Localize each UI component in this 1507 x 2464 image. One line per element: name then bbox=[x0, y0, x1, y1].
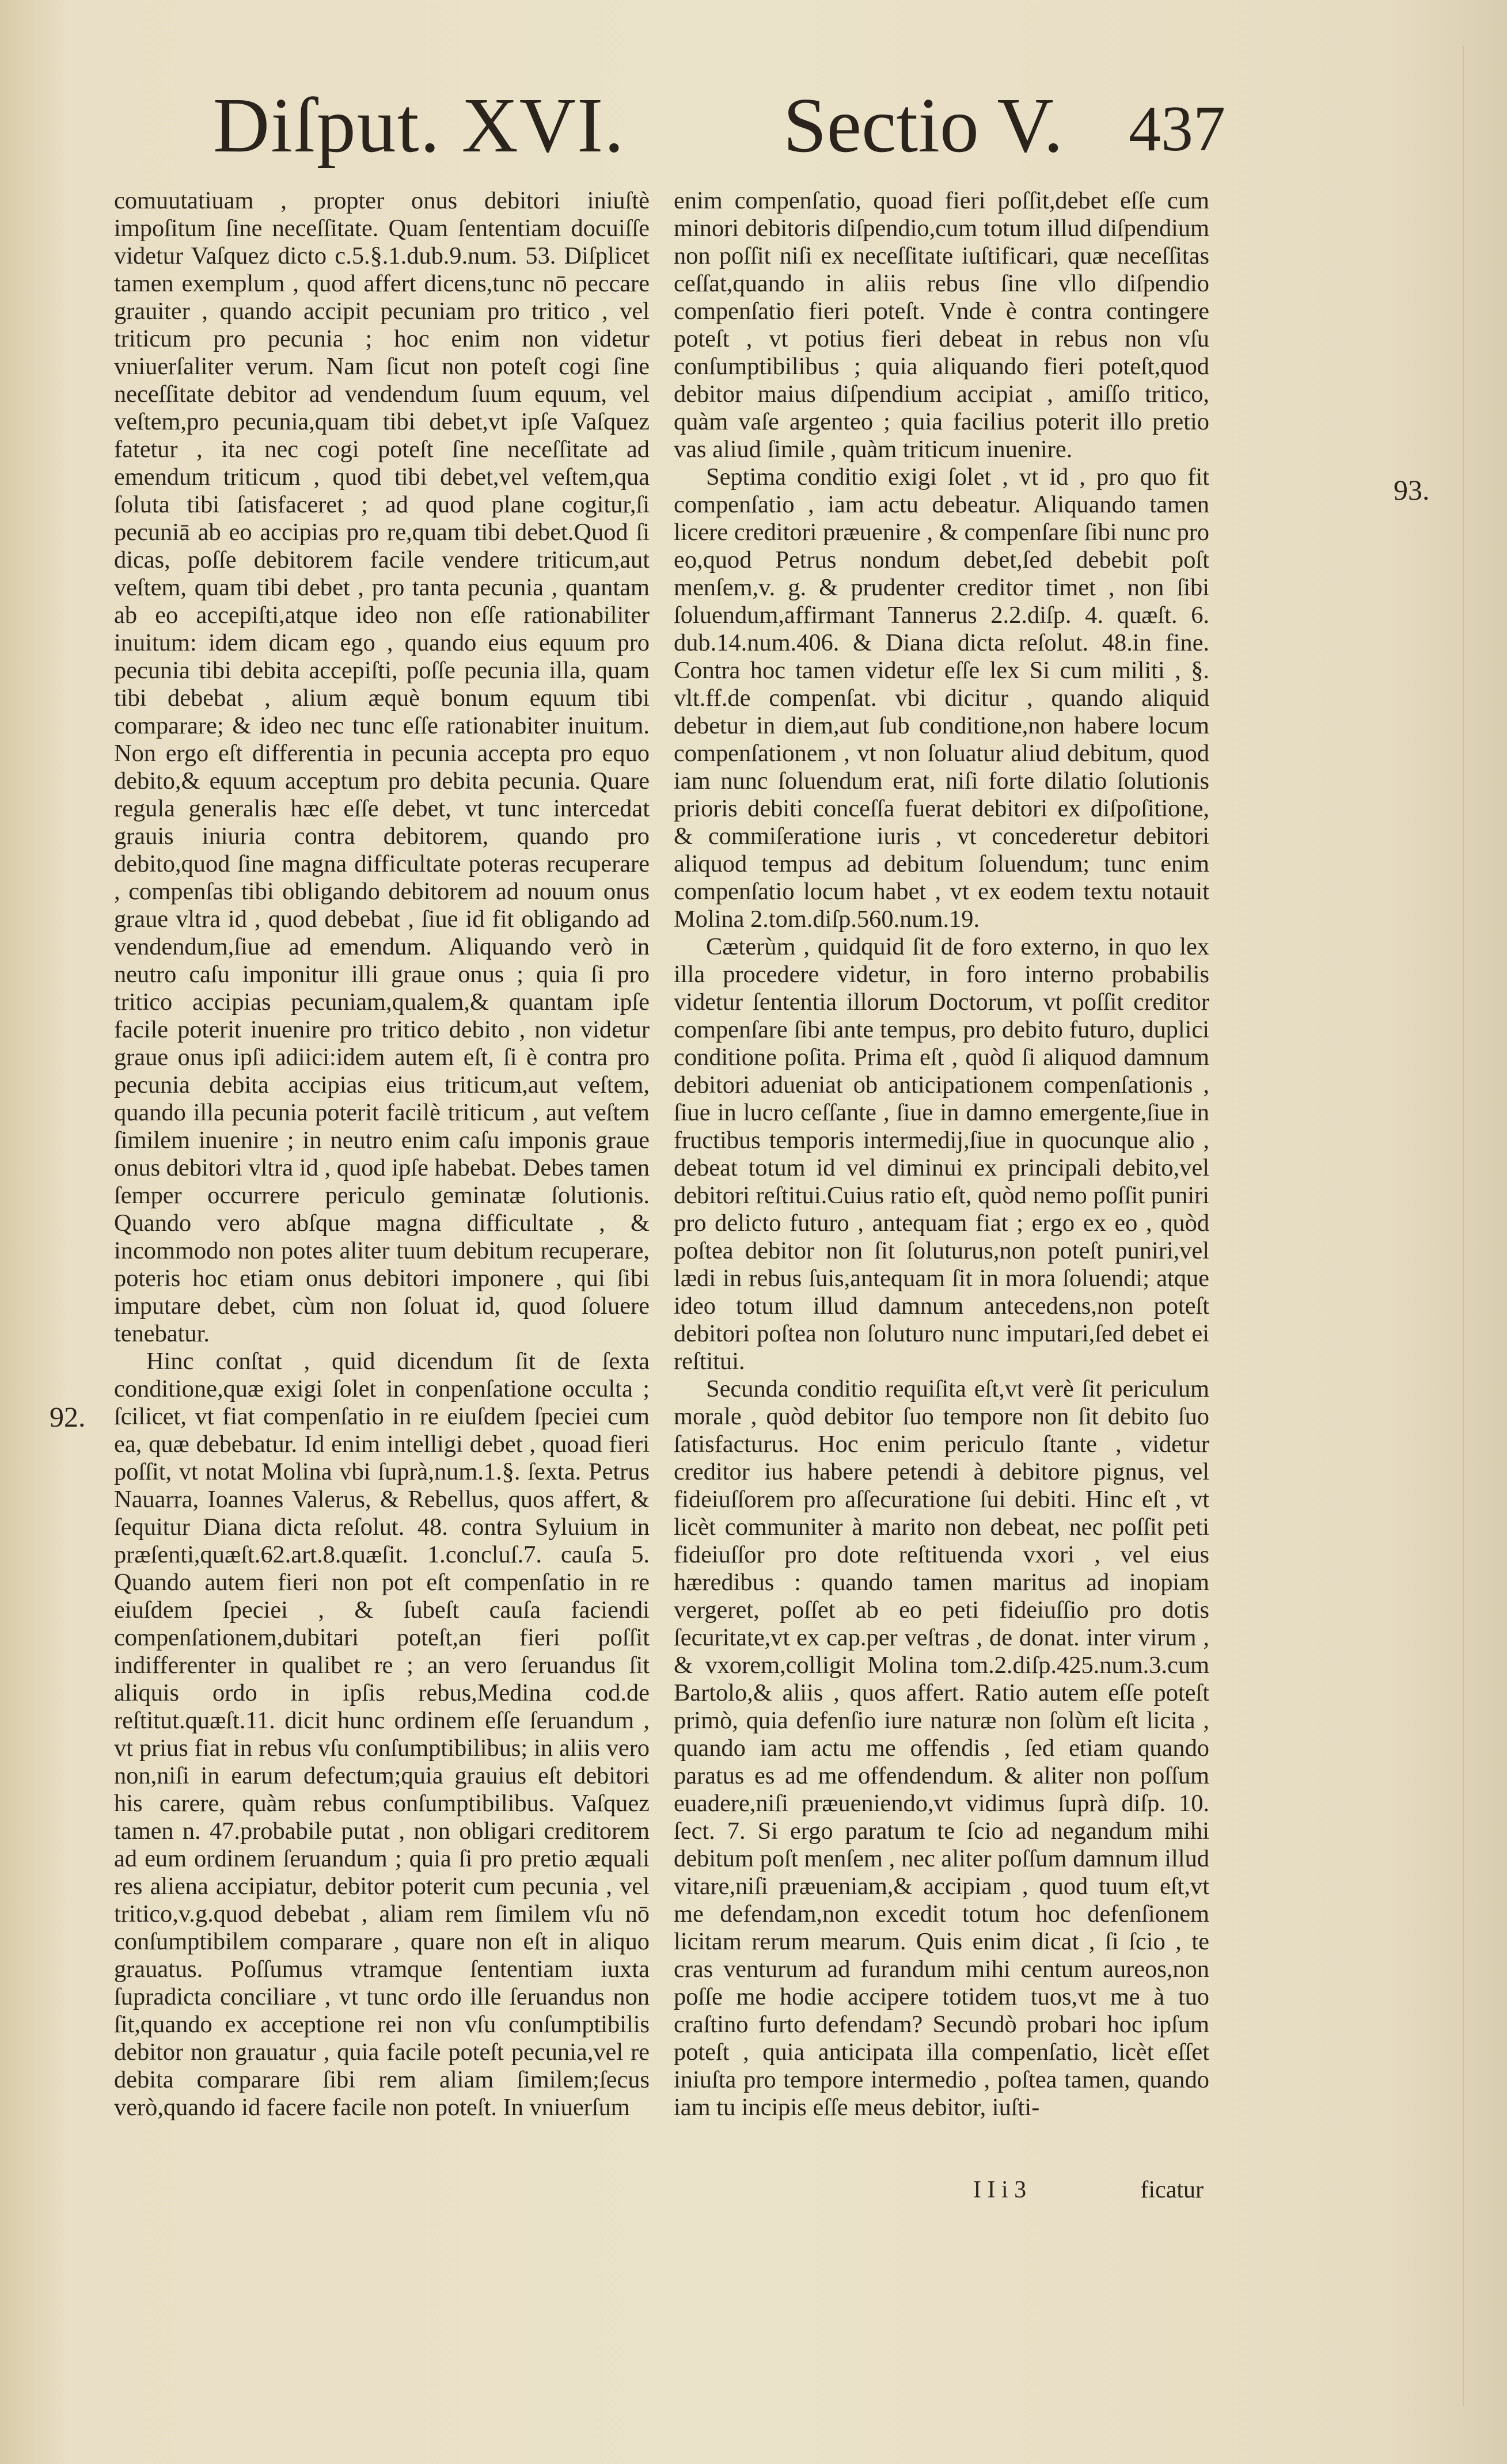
page-footer bbox=[674, 2176, 1209, 2211]
paragraph: enim compenſatio, quoad fieri poſſit,debet eſſe cum minori debitoris diſpendio,cum totum illud diſpendium non poſſit niſi ex neceſſitate iuſtificari, quæ neceſſitas ceſſat,quando in aliis rebus ſine vllo diſpendio compenſatio fieri poteſt. Vnde è contra contingere poteſt , vt potius fieri debeat in rebus non vſu conſumptibilibus ; quia aliquando fieri poteſt,quod debitor maius diſpendium accipiat , amiſſo tritico, quàm vaſe argenteo ; quia facilius poterit illo pretio vas aliud ſimile , quàm triticum inuenire. bbox=[674, 187, 1209, 463]
paragraph: Septima conditio exigi ſolet , vt id , pro quo fit compenſatio , iam actu debeatur. Aliquando tamen licere creditori præuenire , & compenſare ſibi nunc pro eo,quod Petrus nondum debet,ſed debebit poſt menſem,v. g. & prudenter creditor timet , non ſibi ſoluendum,affirmant Tannerus 2.2.diſp. 4. quæſt. 6. dub.14.num.406. & Diana dicta reſolut. 48.in fine. Contra hoc tamen videtur eſſe lex Si cum militi , §. vlt.ff.de compenſat. vbi dicitur , quando aliquid debetur in diem,aut ſub conditione,non habere locum compenſationem , vt non ſoluatur aliud debitum, quod iam nunc ſoluendum erat, niſi forte dilatio ſolutionis prioris debiti conceſſa fuerat debitori ex diſpoſitione, & commiſeratione iuris , vt concederetur debitori aliquod tempus ad debitum ſoluendum; tunc enim compenſatio locum habet , vt ex eodem textu notauit Molina 2.tom.diſp.560.num.19. bbox=[674, 463, 1209, 933]
left-column bbox=[114, 187, 650, 2121]
header-disputation: Diſput. XVI. bbox=[213, 82, 625, 169]
signature-mark: I I i 3 bbox=[973, 2177, 1027, 2203]
paragraph: Secunda conditio requiſita eſt,vt verè ſit periculum morale , quòd debitor ſuo tempore non ſit debito ſuo ſatisfacturus. Hoc enim periculo ſtante , videtur creditor ius habere petendi à debitore pignus, vel fideiuſſorem pro aſſecuratione ſui debiti. Hinc eſt , vt licèt communiter à marito non debeat, nec poſſit peti fideiuſſor pro dote reſtituenda vxori , vel eius hæredibus : quando tamen maritus ad inopiam vergeret, poſſet ab eo peti fideiuſſio pro dotis ſecuritate,vt ex cap.per veſtras , de donat. inter virum , & vxorem,colligit Molina tom.2.diſp.425.num.3.cum Bartolo,& aliis , quos affert. Ratio autem eſſe poteſt primò, quia defenſio iure naturæ non ſolùm eſt licita , quando iam actu me offendis , ſed etiam quando paratus es ad me offendendum. & aliter non poſſum euadere,niſi præueniendo,vt vidimus ſuprà diſp. 10. ſect. 7. Si ergo paratum te ſcio ad negandum mihi debitum poſt menſem , nec aliter poſſum damnum illud vitare,niſi præueniam,& accipiam , quod tuum eſt,vt me defendam,non excedit totum hoc defenſionem licitam rerum mearum. Quis enim dicat , ſi ſcio , te cras venturum ad furandum mihi centum aureos,non poſſe me hodie accipere totidem tuos,vt me à tuo craſtino furto defendam? Secundò probari hoc ipſum poteſt , quia anticipata illa compenſatio, licèt eſſet iniuſta pro tempore intermedio , poſtea tamen, quando iam tu incipis eſſe meus debitor, iuſti- bbox=[674, 1375, 1209, 2121]
running-header bbox=[202, 81, 1238, 190]
catchword: ficatur bbox=[1140, 2177, 1204, 2203]
page-number: 437 bbox=[1129, 93, 1225, 165]
margin-number-93: 93. bbox=[1394, 474, 1430, 506]
paragraph: Cæterùm , quidquid ſit de foro externo, in quo lex illa procedere videtur, in foro interno probabilis videtur ſententia illorum Doctorum, vt poſſit creditor compenſare ſibi ante tempus, pro debito futuro, duplici conditione poſita. Prima eſt , quòd ſi aliquod damnum debitori adueniat ob anticipationem compenſationis , ſiue in lucro ceſſante , ſiue in damno emergente,ſiue in fructibus temporis intermedij,ſiue in quocunque alio , debeat totum id vel diminui ex principali debito,vel debitori reſtitui.Cuius ratio eſt, quòd nemo poſſit puniri pro delicto futuro , antequam fiat ; ergo ex eo , quòd poſtea debitor non ſit ſoluturus,non poteſt puniri,vel lædi in rebus ſuis,antequam ſit in mora ſoluendi; atque ideo totum illud damnum antecedens,non poteſt debitori poſtea non ſoluturo nunc imputari,ſed debet ei reſtitui. bbox=[674, 933, 1209, 1375]
header-section: Sectio V. bbox=[783, 82, 1064, 169]
paragraph: Hinc conſtat , quid dicendum ſit de ſexta conditione,quæ exigi ſolet in conpenſatione occulta ; ſcilicet, vt fiat compenſatio in re eiuſdem ſpeciei cum ea, quæ debebatur. Id enim intelligi debet , quoad fieri poſſit, vt notat Molina vbi ſuprà,num.1.§. ſexta. Petrus Nauarra, Ioannes Valerus, & Rebellus, quos affert, & ſequitur Diana dicta reſolut. 48. contra Syluium in præſenti,quæſt.62.art.8.quæſit. 1.concluſ.7. cauſa 5. Quando autem fieri non pot eſt compenſatio in re eiuſdem ſpeciei , & ſubeſt cauſa faciendi compenſationem,dubitari poteſt,an fieri poſſit indifferenter in qualibet re ; an vero ſeruandus ſit aliquis ordo in ipſis rebus,Medina cod.de reſtitut.quæſt.11. dicit hunc ordinem eſſe ſeruandum , vt prius fiat in rebus vſu conſumptibilibus; in aliis vero non,niſi in earum defectum;quia grauius eſt debitori his carere, quàm rebus conſumptibilibus. Vaſquez tamen n. 47.probabile putat , non obligari creditorem ad eum ordinem ſeruandum ; quia ſi pro pretio æquali res aliena accipiatur, debitor poterit cum pecunia , vel tritico,v.g.quod debebat , aliam rem ſimilem vſu nō conſumptibilem comparare , quare non eſt in aliquo grauatus. Poſſumus vtramque ſententiam iuxta ſupradicta conciliare , vt tunc ordo ille ſeruandus non ſit,quando ex acceptione rei non vſu conſumptibilis debitor non grauatur , quia facile poteſt pecunia,vel re debita comparare ſibi rem aliam ſimilem;ſecus verò,quando id facere facile non poteſt. In vniuerſum bbox=[114, 1348, 650, 2121]
right-column bbox=[674, 187, 1209, 2121]
margin-number-92: 92. bbox=[50, 1401, 86, 1433]
page-edge-line bbox=[1463, 46, 1464, 2406]
paragraph: comuutatiuam , propter onus debitori iniuſtè impoſitum ſine neceſſitate. Quam ſententiam docuiſſe videtur Vaſquez dicto c.5.§.1.dub.9.num. 53. Diſplicet tamen exemplum , quod affert dicens,tunc nō peccare grauiter , quando accipit pecuniam pro tritico , vel triticum pro pecunia ; hoc enim non videtur vniuerſaliter verum. Nam ſicut non poteſt cogi ſine neceſſitate debitor ad vendendum ſuum equum, vel veſtem,pro pecunia,quam tibi debet,vt ipſe Vaſquez fatetur , ita nec cogi poteſt ſine neceſſitate ad emendum triticum , quod tibi debet,vel veſtem,qua ſoluta tibi ſatisfaceret ; ad quod plane cogitur,ſi pecuniā ab eo accipias pro re,quam tibi debet.Quod ſi dicas, poſſe debitorem facile vendere triticum,aut veſtem, quam tibi debet , pro tanta pecunia , quantam ab eo accepiſti,atque ideo non eſſe rationabiliter inuitum: idem dicam ego , quando eius equum pro pecunia tibi debita accepiſti, poſſe pecunia illa, quam tibi debebat , alium æquè bonum equum tibi comparare; & ideo nec tunc eſſe rationabiter inuitum. Non ergo eſt differentia in pecunia accepta pro equo debito,& equum acceptum pro debita pecunia. Quare regula generalis hæc eſſe debet, vt tunc intercedat grauis iniuria contra debitorem, quando pro debito,quod ſine magna difficultate poteras recuperare , compenſas tibi obligando debitorem ad nouum onus graue vltra id , quod debebat , ſiue id fit obligando ad vendendum,ſiue ad emendum. Aliquando verò in neutro caſu imponitur illi graue onus ; quia ſi pro tritico accipias pecuniam,qualem,& quantam ipſe facile poterit inuenire pro tritico debito , non videtur graue onus ipſi adiici:idem autem eſt, ſi è contra pro pecunia debita accipias eius triticum,aut veſtem, quando illa pecunia poterit facilè triticum , aut veſtem ſimilem inuenire ; in neutro enim caſu imponis graue onus debitori vltra id , quod ipſe habebat. Debes tamen ſemper occurrere periculo geminatæ ſolutionis. Quando vero abſque magna difficultate , & incommodo non potes aliter tuum debitum recuperare, poteris hoc etiam onus debitori imponere , qui ſibi imputare debet, cùm non ſoluat id, quod ſoluere tenebatur. bbox=[114, 187, 650, 1347]
